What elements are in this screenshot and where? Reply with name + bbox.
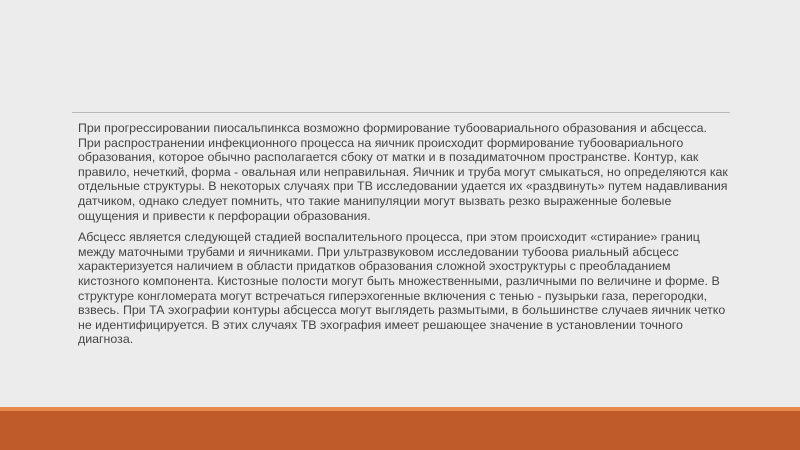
title-divider-line bbox=[72, 112, 730, 113]
paragraph-abscess-diagnosis: Абсцесс является следующей стадией воспалительного процесса, при этом происходит «стирание» границ между маточными трубами и яичниками. При ультразвуковом исследовании тубоова риальный абсцесс характеризуется наличием в области придатков образования сложной эхоструктуры с преобладанием кистозного компонента. Кистозные полости могут быть множественными, различными по величине и форме. В структуре конгломерата могут встречаться гиперэхогенные включения с тенью - пузырьки газа, перегородки, взвесь. При ТА эхографии контуры абсцесса могут выглядеть размытыми, в большинстве случаев яичник четко не идентифицируется. В этих случаях ТВ эхография имеет решающее значение в установлении точного диагноза. bbox=[78, 230, 726, 347]
paragraph-abscess-formation: При прогрессировании пиосальпинкса возможно формирование тубоовариального образования и абсцесса. При распространении инфекционного процесса на яичник происходит формирование тубоовариального образования, которое обычно располагается сбоку от матки и в позадиматочном пространстве. Контур, как правило, нечеткий, форма - овальная или неправильная. Яичник и труба могут смыкаться, но определяются как отдельные структуры. В некоторых случаях при ТВ исследовании удается их «раздвинуть» путем надавливания датчиком, однако следует помнить, что такие манипуляции могут вызвать резко выраженные болевые ощущения и привести к перфорации образования. bbox=[78, 121, 728, 223]
slide-body bbox=[78, 121, 732, 354]
footer-bar bbox=[0, 411, 800, 450]
